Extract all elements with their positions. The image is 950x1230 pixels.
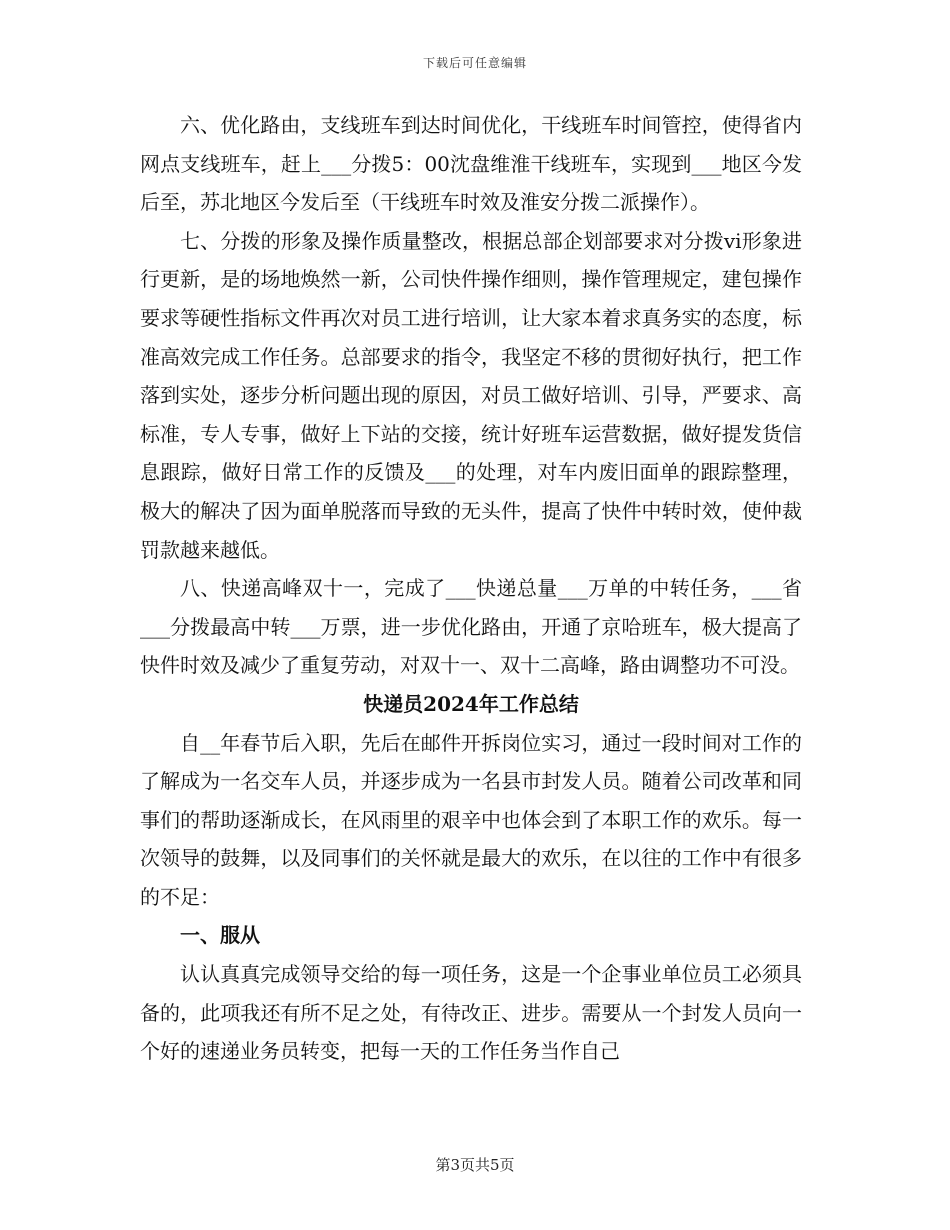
- paragraph-seven: 七、分拨的形象及操作质量整改，根据总部企划部要求对分拨vi形象进行更新，是的场地焕然一新，公司快件操作细则，操作管理规定，建包操作要求等硬性指标文件再次对员工进行培训，让大家本着求真务实的态度，标准高效完成工作任务。总部要求的指令，我坚定不移的贯彻好执行，把工作落到实处，逐步分析问题出现的原因，对员工做好培训、引导，严要求、高标准，专人专事，做好上下站的交接，统计好班车运营数据，做好提发货信息跟踪，做好日常工作的反馈及___的处理，对车内废旧面单的跟踪整理，极大的解决了因为面单脱落而导致的无头件，提高了快件中转时效，使仲裁罚款越来越低。: [140, 228, 802, 562]
- paragraph-eight: 八、快递高峰双十一，完成了___快递总量___万单的中转任务，___省___分拨最高中转___万票，进一步优化路由，开通了京哈班车，极大提高了快件时效及减少了重复劳动，对双十一、双十二高峰，路由调整功不可没。: [140, 576, 802, 678]
- paragraph-six: 六、优化路由，支线班车到达时间优化，干线班车时间管控，使得省内网点支线班车，赶上___分拨5：00沈盘维淮干线班车，实现到___地区今发后至，苏北地区今发后至（干线班车时效及淮安分拨二派操作）。: [140, 113, 802, 215]
- intro-paragraph: 自__年春节后入职，先后在邮件开拆岗位实习，通过一段时间对工作的了解成为一名交车人员，并逐步成为一名县市封发人员。随着公司改革和同事们的帮助逐渐成长，在风雨里的艰辛中也体会到了本职工作的欢乐。每一次领导的鼓舞，以及同事们的关怀就是最大的欢乐，在以往的工作中有很多的不足：: [140, 730, 802, 909]
- document-body: [140, 106, 802, 1071]
- section-title: 快递员2024年工作总结: [363, 691, 579, 716]
- heading-obey: 一、服从: [180, 923, 260, 948]
- page-number: 第3页共5页: [435, 1156, 515, 1174]
- page-header-note: 下载后可任意编辑: [422, 56, 527, 70]
- paragraph-obey: 认认真真完成领导交给的每一项任务，这是一个企事业单位员工必须具备的，此项我还有所不足之处，有待改正、进步。需要从一个封发人员向一个好的速递业务员转变，把每一天的工作任务当作自己: [140, 962, 802, 1064]
